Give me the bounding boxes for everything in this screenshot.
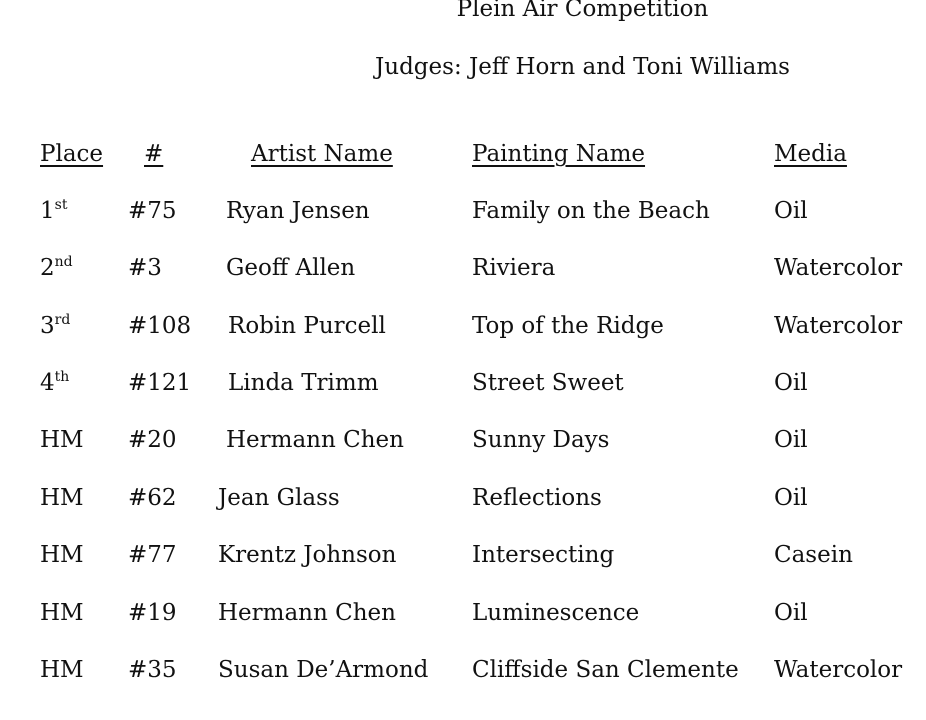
entry-number-cell: #77 [128, 542, 177, 568]
entry-number-cell: #35 [128, 657, 177, 683]
artist-name-cell: Linda Trimm [228, 370, 379, 396]
entry-number-cell: #62 [128, 485, 177, 511]
header-number: # [144, 141, 164, 167]
media-cell: Watercolor [774, 255, 903, 281]
entry-number-cell: #121 [128, 370, 192, 396]
painting-name-cell: Riviera [472, 255, 556, 281]
header-painting: Painting Name [472, 141, 646, 167]
painting-name-cell: Sunny Days [472, 427, 610, 453]
table-row [0, 312, 926, 345]
place-value: 2 [40, 255, 55, 281]
table-row [0, 369, 926, 402]
header-media: Media [774, 141, 847, 167]
media-cell: Oil [774, 600, 808, 626]
place-cell [40, 369, 70, 396]
header-place: Place [40, 141, 104, 167]
painting-name-cell: Top of the Ridge [472, 313, 664, 339]
entry-number-cell: #20 [128, 427, 177, 453]
table-row [0, 659, 926, 689]
place-cell [40, 197, 68, 224]
painting-name-cell: Street Sweet [472, 370, 624, 396]
place-cell [40, 487, 84, 510]
artist-name-cell: Hermann Chen [218, 600, 396, 626]
place-ordinal-suffix: th [54, 369, 70, 385]
entry-number-cell: #75 [128, 198, 177, 224]
table-row [0, 197, 926, 230]
artist-name-cell: Ryan Jensen [226, 198, 370, 224]
media-cell: Oil [774, 427, 808, 453]
entry-number-cell: #3 [128, 255, 162, 281]
place-ordinal-suffix: st [54, 197, 68, 213]
place-value: 4 [40, 370, 55, 396]
painting-name-cell: Reflections [472, 485, 602, 511]
place-value: HM [40, 542, 84, 568]
place-value: HM [40, 657, 84, 683]
artist-name-cell: Susan De’Armond [218, 657, 429, 683]
place-value: HM [40, 600, 84, 626]
painting-name-cell: Family on the Beach [472, 198, 710, 224]
place-cell [40, 429, 84, 452]
place-value: 3 [40, 313, 55, 339]
table-row [0, 487, 926, 517]
painting-name-cell: Cliffside San Clemente [472, 657, 739, 683]
place-cell [40, 254, 73, 281]
table-row [0, 544, 926, 574]
media-cell: Casein [774, 542, 853, 568]
place-cell [40, 544, 84, 567]
place-cell [40, 312, 71, 339]
document-title: Plein Air Competition [456, 0, 709, 22]
place-value: HM [40, 427, 84, 453]
table-row [0, 429, 926, 459]
media-cell: Oil [774, 485, 808, 511]
artist-name-cell: Jean Glass [218, 485, 340, 511]
painting-name-cell: Luminescence [472, 600, 640, 626]
place-ordinal-suffix: nd [54, 254, 73, 270]
table-row [0, 602, 926, 632]
place-cell [40, 602, 84, 625]
entry-number-cell: #19 [128, 600, 177, 626]
media-cell: Oil [774, 370, 808, 396]
artist-name-cell: Hermann Chen [226, 427, 404, 453]
place-ordinal-suffix: rd [54, 312, 71, 328]
entry-number-cell: #108 [128, 313, 192, 339]
artist-name-cell: Geoff Allen [226, 255, 356, 281]
judges-line: Judges: Jeff Horn and Toni Williams [375, 54, 790, 80]
media-cell: Watercolor [774, 657, 903, 683]
media-cell: Oil [774, 198, 808, 224]
media-cell: Watercolor [774, 313, 903, 339]
place-value: HM [40, 485, 84, 511]
table-row [0, 254, 926, 287]
artist-name-cell: Krentz Johnson [218, 542, 397, 568]
painting-name-cell: Intersecting [472, 542, 615, 568]
header-artist: Artist Name [251, 141, 393, 167]
place-value: 1 [40, 198, 55, 224]
artist-name-cell: Robin Purcell [228, 313, 386, 339]
place-cell [40, 659, 84, 682]
